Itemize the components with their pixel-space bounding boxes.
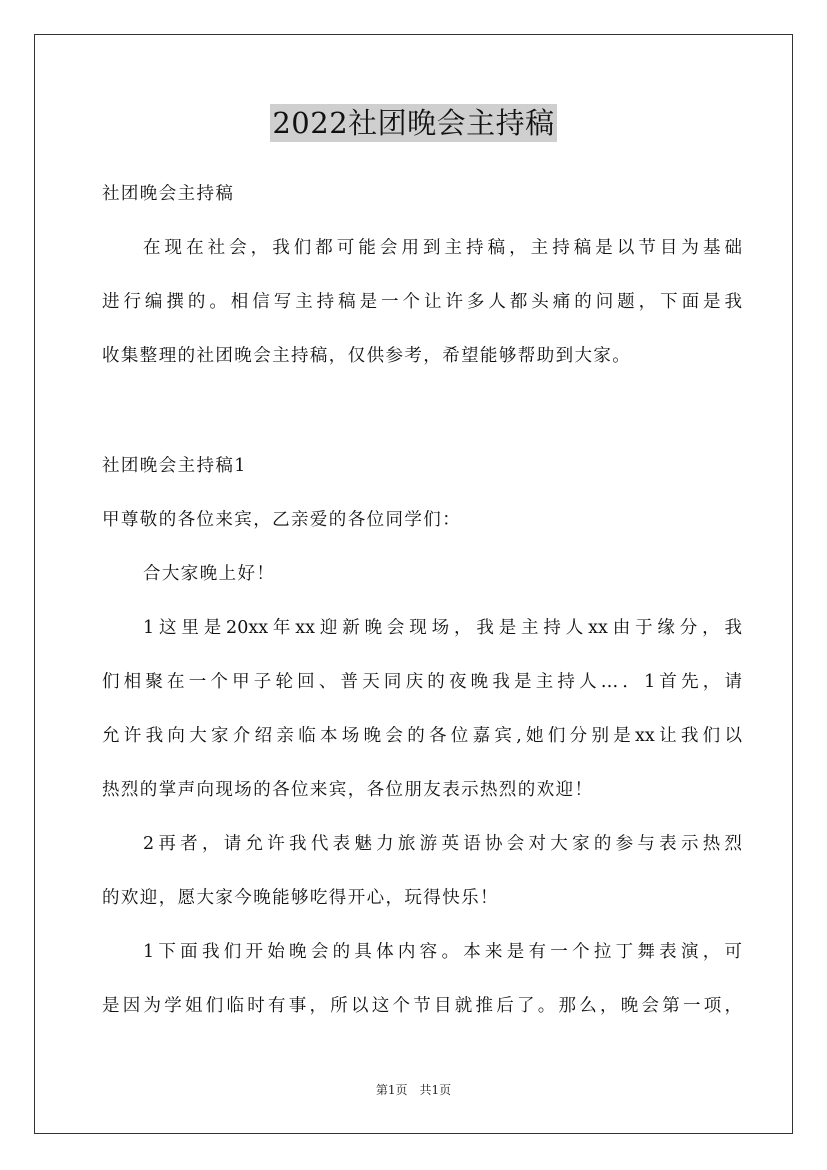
paragraph-line: 在现在社会，我们都可能会用到主持稿，主持稿是以节目为基础: [143, 238, 742, 258]
paragraph-line: 是因为学姐们临时有事，所以这个节目就推后了。那么，晚会第一项，: [102, 996, 742, 1016]
paragraph-line: 合大家晚上好！: [143, 564, 276, 584]
paragraph-line: 1下面我们开始晚会的具体内容。本来是有一个拉丁舞表演，可: [143, 942, 742, 962]
page-number: 第1页: [375, 1083, 408, 1097]
title-container: [0, 104, 827, 142]
paragraph-line: 进行编撰的。相信写主持稿是一个让许多人都头痛的问题，下面是我: [102, 292, 742, 312]
paragraph-line: 们相聚在一个甲子轮回、普天同庆的夜晚我是主持人…．1首先，请: [102, 672, 742, 692]
section-heading: 社团晚会主持稿1: [102, 456, 247, 476]
paragraph-line: 甲尊敬的各位来宾，乙亲爱的各位同学们：: [102, 510, 462, 530]
paragraph-line: 2再者，请允许我代表魅力旅游英语协会对大家的参与表示热烈: [143, 834, 742, 854]
paragraph-line: 1这里是20xx年xx迎新晚会现场，我是主持人xx由于缘分，我: [143, 618, 742, 638]
page-total: 共1页: [419, 1083, 452, 1097]
paragraph-line: 热烈的掌声向现场的各位来宾，各位朋友表示热烈的欢迎！: [102, 780, 594, 800]
subtitle-line: 社团晚会主持稿: [102, 184, 235, 204]
paragraph-line: 收集整理的社团晚会主持稿，仅供参考，希望能够帮助到大家。: [102, 346, 632, 366]
document-title: 2022社团晚会主持稿: [272, 106, 555, 140]
paragraph-line: 的欢迎，愿大家今晚能够吃得开心，玩得快乐！: [102, 888, 499, 908]
page-footer: [0, 1082, 827, 1098]
paragraph-line: 允许我向大家介绍亲临本场晚会的各位嘉宾,她们分别是xx让我们以: [102, 726, 742, 746]
